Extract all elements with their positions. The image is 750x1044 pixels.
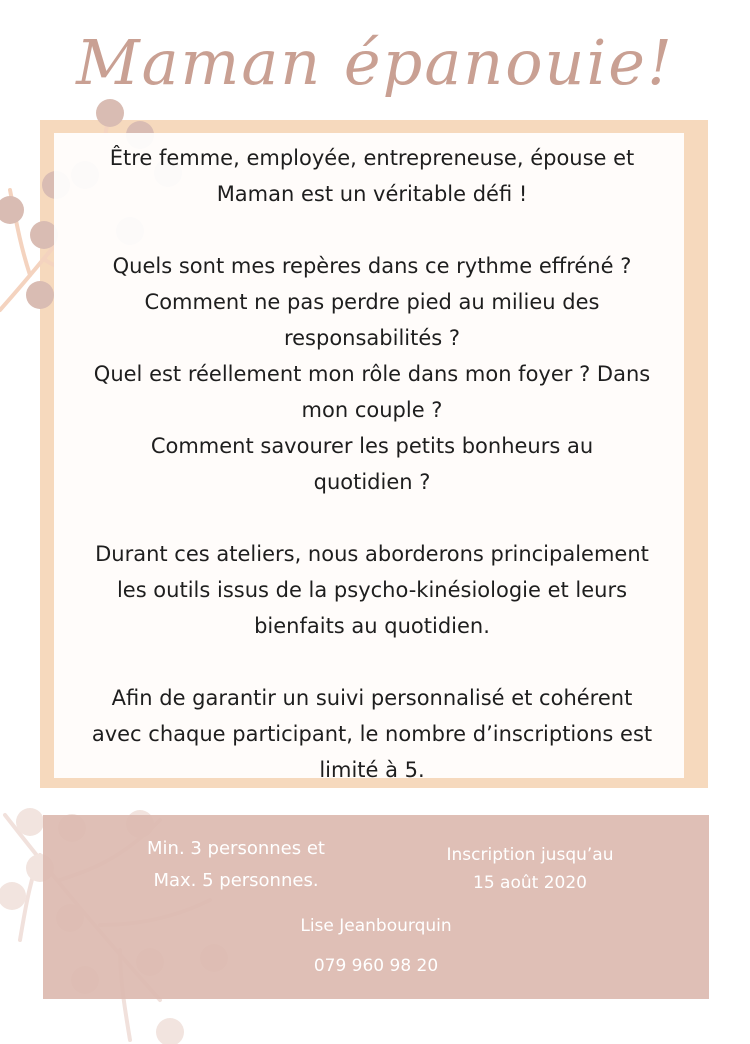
paragraph-intro: Être femme, employée, entrepreneuse, épouse et Maman est un véritable défi ! (109, 146, 635, 206)
paragraph-workshops: Durant ces ateliers, nous aborderons principalement les outils issus de la psycho-kinésiologie et leurs bienfaits au quotidien. (95, 542, 649, 638)
paragraph-limit: Afin de garantir un suivi personnalisé et cohérent avec chaque participant, le nombre d’inscriptions est limité à 5. (91, 686, 653, 782)
page-title: Maman épanouie! (76, 26, 674, 99)
registration-deadline: Inscription jusqu’au 15 août 2020 (446, 845, 614, 893)
participants-info: Min. 3 personnes et Max. 5 personnes. (147, 838, 325, 891)
paragraph-questions: Quels sont mes repères dans ce rythme effréné ? Comment ne pas perdre pied au milieu des responsabilités ? Quel est réellement mon rôle dans mon foyer ? Dans mon couple ? Comment savourer les petits bonheurs au quotidien ? (93, 254, 651, 494)
contact-name: Lise Jeanbourquin (300, 916, 452, 936)
contact-phone[interactable]: 079 960 98 20 (313, 956, 439, 976)
body-text (62, 140, 682, 788)
